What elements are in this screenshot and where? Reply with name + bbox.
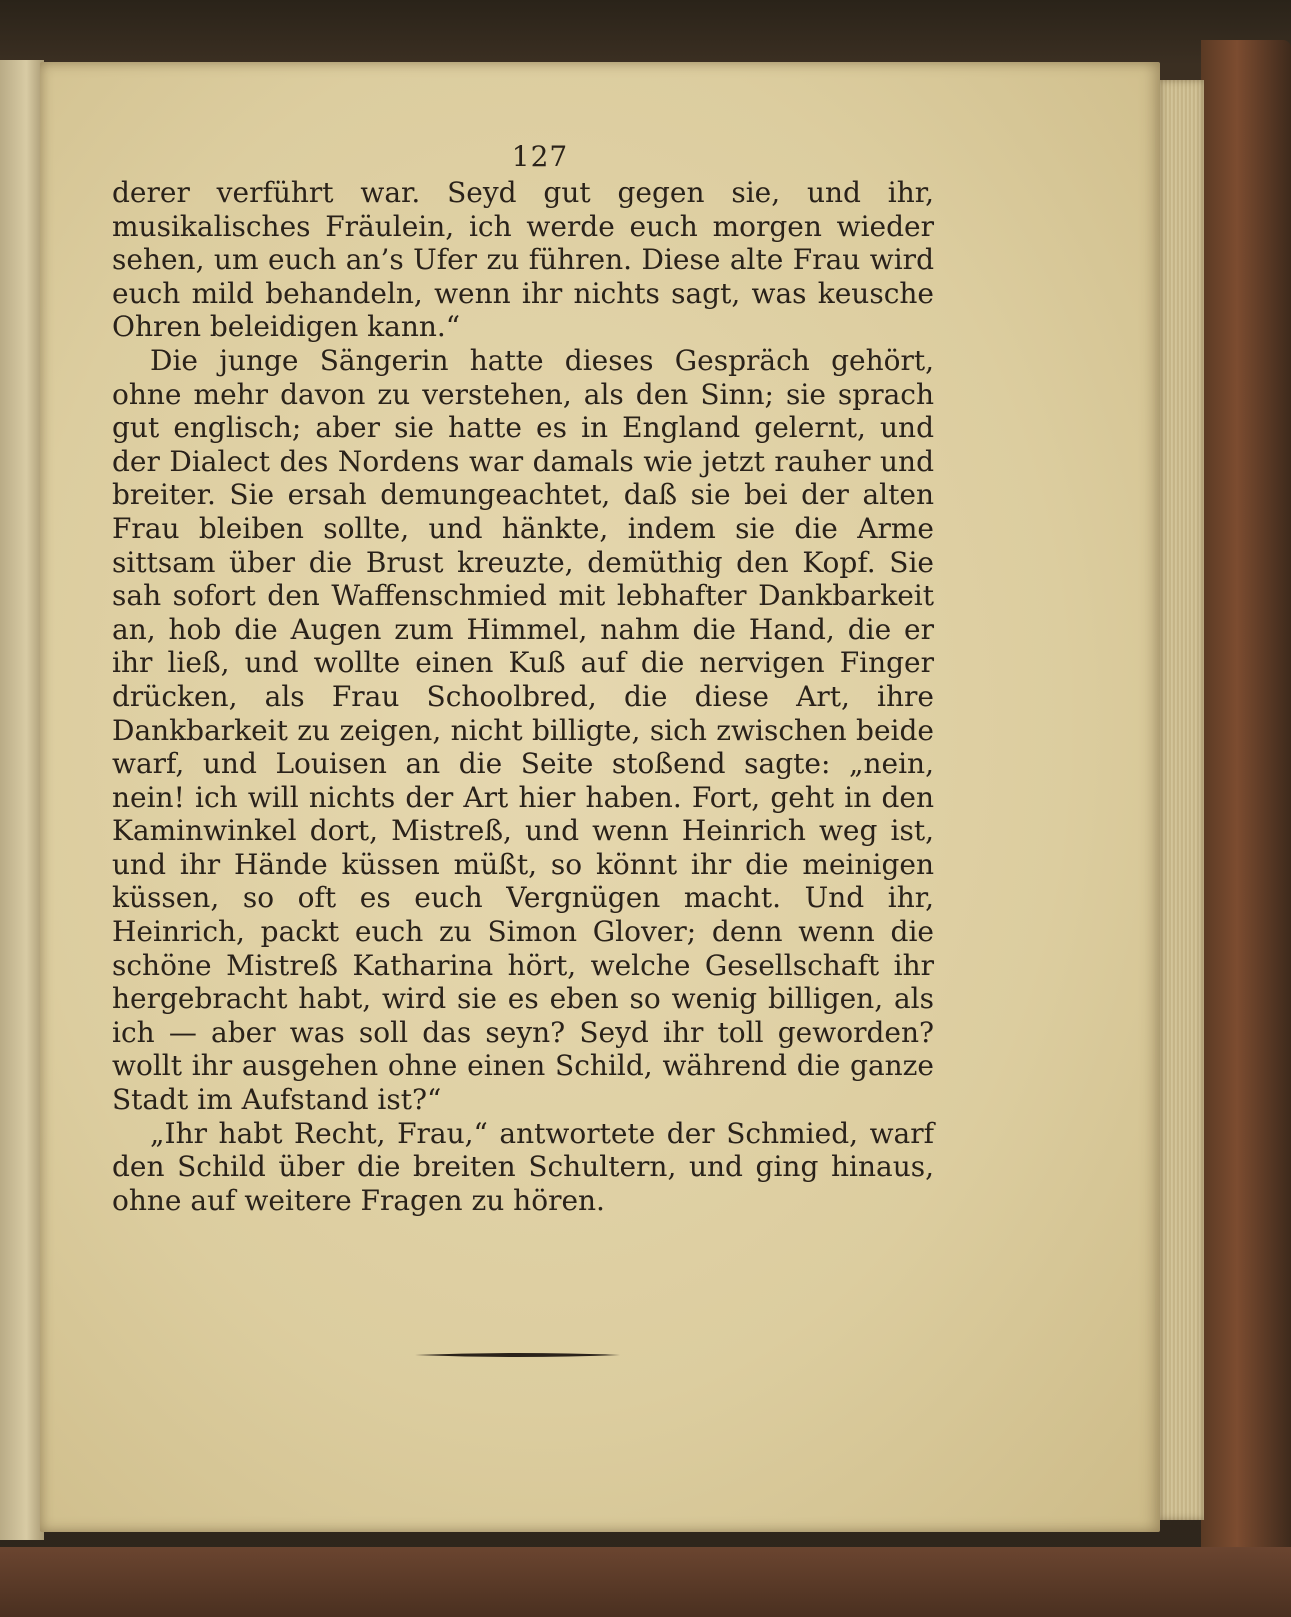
page-text [112, 176, 934, 1217]
paragraph-1: derer verführt war. Seyd gut gegen sie, und ihr, musikalisches Fräulein, ich werde euch morgen wieder sehen, um euch an’s Ufer zu führen. Diese alte Frau wird euch mild behandeln, wenn ihr nichts sagt, was keusche Ohren beleidigen kann.“ [112, 176, 934, 344]
book-cover-right [1201, 40, 1291, 1580]
paragraph-2: Die junge Sängerin hatte dieses Gespräch gehört, ohne mehr davon zu verstehen, als den Sinn; sie sprach gut englisch; aber sie hatte es in England gelernt, und der Dialect des Nordens war damals wie jetzt rauher und breiter. Sie ersah demungeachtet, daß sie bei der alten Frau bleiben sollte, und hänkte, indem sie die Arme sittsam über die Brust kreuzte, demüthig den Kopf. Sie sah sofort den Waffenschmied mit lebhafter Dankbarkeit an, hob die Augen zum Himmel, nahm die Hand, die er ihr ließ, und wollte einen Kuß auf die nervigen Finger drücken, als Frau Schoolbred, die diese Art, ihre Dankbarkeit zu zeigen, nicht billigte, sich zwischen beide warf, und Louisen an die Seite stoßend sagte: „nein, nein! ich will nichts der Art hier haben. Fort, geht in den Kaminwinkel dort, Mistreß, und wenn Heinrich weg ist, und ihr Hände küssen müßt, so könnt ihr die meinigen küssen, so oft es euch Vergnügen macht. Und ihr, Heinrich, packt euch zu Simon Glover; denn wenn die schöne Mistreß Katharina hört, welche Gesellschaft ihr hergebracht habt, wird sie es eben so wenig billigen, als ich — aber was soll das seyn? Seyd ihr toll geworden? wollt ihr ausgehen ohne einen Schild, während die ganze Stadt im Aufstand ist?“ [112, 343, 934, 1117]
book-cover-bottom [0, 1547, 1291, 1617]
page-stack-edge [1160, 80, 1204, 1520]
page-number: 127 [511, 140, 569, 173]
paragraph-3: „Ihr habt Recht, Frau,“ antwortete der Schmied, warf den Schild über die breiten Schultern, und ging hinaus, ohne auf weitere Fragen zu hören. [112, 1116, 934, 1217]
decorative-end-rule [415, 1352, 620, 1358]
left-page-edge [0, 60, 44, 1540]
